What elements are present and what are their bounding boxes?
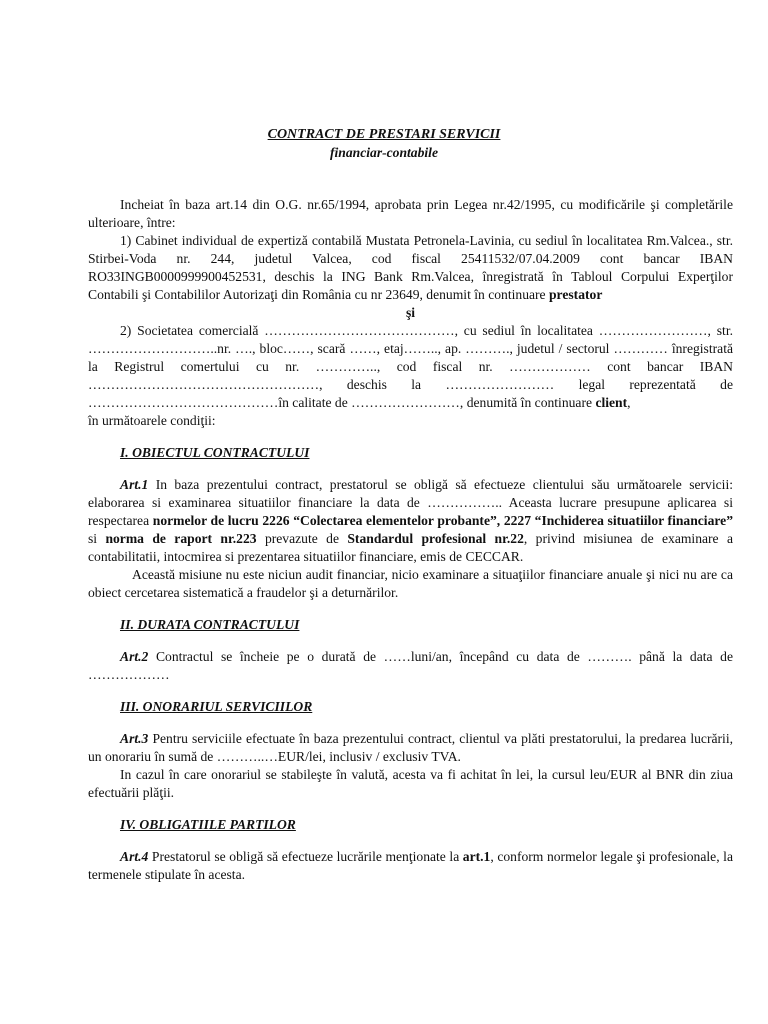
art1-text-3: prevazute de	[256, 531, 348, 546]
art1-text-4: , privind misiunea de examinare a contabilitatii, intocmirea si prezentarea situatiilor financiare, emis de CECCAR.	[88, 531, 734, 564]
art3-text: Pentru serviciile efectuate în baza prezentului contract, clientul va plăti prestatorului, la predarea lucrării, un onorariu în sumă de ………..…EUR/lei, inclusiv / exclusiv TVA.	[88, 731, 733, 764]
client-comma: ,	[627, 395, 631, 410]
art4-bold-1: art.1	[462, 849, 491, 864]
art2-tag: Art.2	[120, 649, 149, 664]
art3-paragraph	[88, 730, 733, 766]
intro-paragraph: Incheiat în baza art.14 din O.G. nr.65/1994, aprobata prin Legea nr.42/1995, cu modificările şi completările ulterioare, între:	[88, 197, 733, 230]
art4-tag: Art.4	[120, 849, 149, 864]
art2-text: Contractul se încheie pe o durată de ……luni/an, începând cu data de ………. până la data de ………………	[88, 649, 733, 682]
art3-tag: Art.3	[120, 731, 149, 746]
art1-tag: Art.1	[120, 477, 149, 492]
si-label: şi	[405, 305, 416, 320]
conjunction-si	[88, 304, 733, 322]
art1-text-1: In baza prezentului contract, prestatorul se obligă să efectueze clientului său următoarele servicii: elaborarea si examinarea situatiilor financiare la data de …………….. Aceasta lucrare presupune aplicarea si respectarea	[88, 477, 733, 528]
party-prestator	[88, 232, 733, 304]
art1-bold-3: Standardul profesional nr.22	[347, 531, 524, 546]
client-label: client	[595, 395, 628, 410]
art1-paragraph	[88, 476, 733, 566]
art1-text-2: si	[88, 531, 106, 546]
contract-body	[88, 196, 733, 884]
section-1-heading: I. OBIECTUL CONTRACTULUI	[120, 445, 310, 460]
party-client-text: 2) Societatea comercială ……………………………………, cu sediul în localitatea ……………………, str. ………………………..nr. …., bloc……, scară ……, etaj…….., ap. ………., judetul / sectorul ………… înregistrată la Registrul comertului cu nr. ………….., cod fiscal nr. ……………… cont bancar IBAN ……………………………………………, deschis la …………………… legal reprezentată de ……………………………………în calitate de ……………………, denumită în continuare	[88, 323, 733, 410]
party-prestator-text: 1) Cabinet individual de expertiză contabilă Mustata Petronela-Lavinia, cu sediul în localitatea Rm.Valcea., str. Stirbei-Voda nr. 244, judetul Valcea, cod fiscal 25411532/07.04.2009 cont bancar IBAN RO33INGB0000999900452531, deschis la ING Bank Rm.Valcea, înregistrată în Tabloul Corpului Experţilor Contabili şi Contabililor Autorizaţi din România cu nr 23649, denumit în continuare	[88, 233, 733, 302]
art3-paragraph-2: In cazul în care onorariul se stabileşte în valută, acesta va fi achitat în lei, la cursul leu/EUR al BNR din ziua efectuării plăţii.	[88, 767, 733, 800]
art1-bold-1: normelor de lucru 2226 “Colectarea elementelor probante”, 2227 “Inchiderea situatiilor financiare”	[152, 513, 734, 528]
conditions-line: în următoarele condiţii:	[88, 413, 216, 428]
section-4-heading: IV. OBLIGATIILE PARTILOR	[120, 817, 296, 832]
art1-bold-2: norma de raport nr.223	[105, 531, 257, 546]
art4-text-2: , conform normelor legale şi profesionale, la termenele stipulate în acesta.	[88, 849, 733, 882]
art2-paragraph	[88, 648, 733, 684]
section-3-heading: III. ONORARIUL SERVICIILOR	[120, 699, 313, 714]
contract-subtitle: financiar-contabile	[330, 145, 438, 160]
art4-text-1: Prestatorul se obligă să efectueze lucrările menţionate la	[148, 849, 463, 864]
art1-paragraph-2: Această misiune nu este niciun audit financiar, nicio examinare a situaţiilor financiare anuale şi nici nu are ca obiect cercetarea sistematică a fraudelor şi a deturnărilor.	[88, 567, 733, 600]
prestator-label: prestator	[549, 287, 603, 302]
art4-paragraph	[88, 848, 733, 884]
section-2-heading: II. DURATA CONTRACTULUI	[120, 617, 300, 632]
party-client	[88, 322, 733, 412]
contract-title: CONTRACT DE PRESTARI SERVICII	[267, 127, 501, 142]
